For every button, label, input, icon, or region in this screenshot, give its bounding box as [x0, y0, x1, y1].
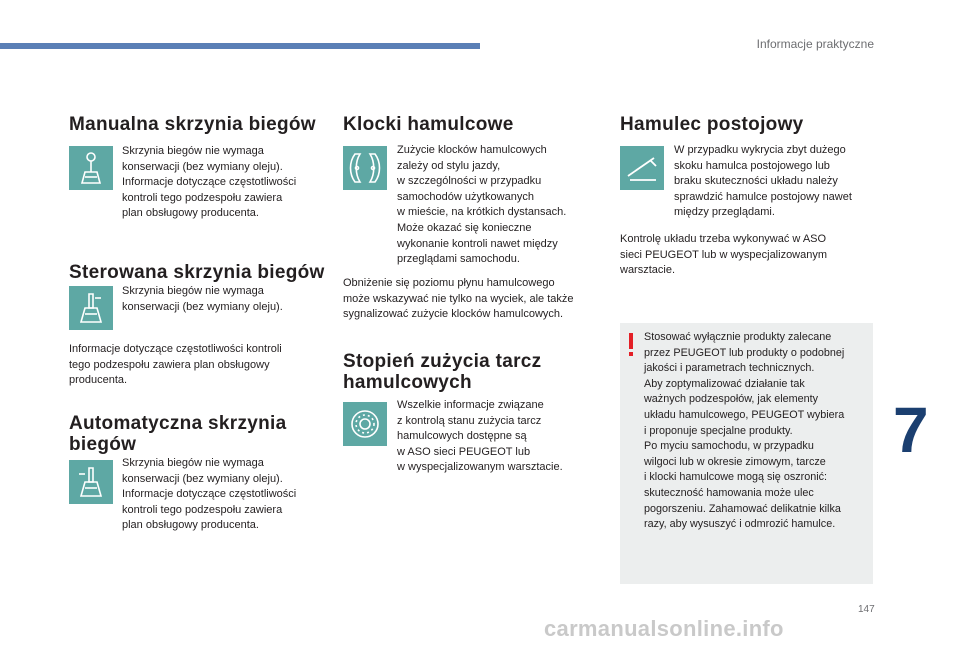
header-bar [0, 43, 480, 49]
robotized-gearbox-text: Skrzynia biegów nie wymaga konserwacji (bez wymiany oleju). [122, 285, 283, 313]
robotized-gearbox-extra: Informacje dotyczące częstotliwości kontroli tego podzespołu zawiera plan obsługowy producenta. [69, 343, 282, 387]
page-number: 147 [858, 604, 875, 615]
heading-brake-pads: Klocki hamulcowe [343, 114, 514, 135]
manual-gearbox-text: Skrzynia biegów nie wymaga konserwacji (bez wymiany oleju). Informacje dotyczące częstotliwości kontroli tego podzespołu zawiera plan obsługowy producenta. [122, 145, 297, 220]
heading-parking-brake: Hamulec postojowy [620, 114, 804, 135]
heading-brake-discs: Stopień zużycia tarcz hamulcowych [343, 351, 542, 393]
warning-note [620, 323, 873, 584]
section-title: Informacje praktyczne [756, 37, 874, 51]
parking-brake-icon [620, 146, 664, 190]
heading-automatic-gearbox: Automatyczna skrzynia biegów [69, 413, 287, 455]
parking-brake-text: W przypadku wykrycia zbyt dużego skoku hamulca postojowego lub braku skuteczności układu należy sprawdzić hamulce postojowy nawet między przeglądami. [674, 144, 852, 219]
automatic-gear-icon [69, 460, 113, 504]
robotized-gear-icon [69, 286, 113, 330]
manual-gear-icon [69, 146, 113, 190]
brake-discs-text: Wszelkie informacje związane z kontrolą stanu zużycia tarcz hamulcowych dostępne są w ASO sieci PEUGEOT lub w wyspecjalizowanym warsztacie. [397, 399, 563, 474]
warning-note-text: Stosować wyłącznie produkty zalecane przez PEUGEOT lub produkty o podobnej jakości i parametrach technicznych. Aby zoptymalizować działanie tak ważnych podzespołów, jak elementy układu hamulcowego, PEUGEOT wybiera i proponuje specjalne produkty. Po myciu samochodu, w przypadku wilgoci lub w okresie zimowym, tarcze i klocki hamulcowe mogą się oszronić: skuteczność hamowania może ulec pogorszeniu. Zahamować delikatnie kilka razy, aby wysuszyć i odmrozić hamulce. [644, 331, 845, 531]
automatic-gearbox-text: Skrzynia biegów nie wymaga konserwacji (bez wymiany oleju). Informacje dotyczące częstotliwości kontroli tego podzespołu zawiera plan obsługowy producenta. [122, 457, 297, 532]
heading-robotized-gearbox: Sterowana skrzynia biegów [69, 262, 325, 283]
warning-icon-dot [629, 352, 633, 356]
heading-manual-gearbox: Manualna skrzynia biegów [69, 114, 316, 135]
brake-disc-icon [343, 402, 387, 446]
watermark: carmanualsonline.info [544, 616, 784, 641]
parking-brake-extra: Kontrolę układu trzeba wykonywać w ASO sieci PEUGEOT lub w wyspecjalizowanym warsztacie. [620, 233, 828, 277]
chapter-number: 7 [893, 394, 929, 466]
brake-pads-icon [343, 146, 387, 190]
brake-pads-text: Zużycie klocków hamulcowych zależy od stylu jazdy, w szczególności w przypadku samochodów użytkowanych w mieście, na krótkich dystansach. Może okazać się konieczne wykonanie kontroli nawet między przeglądami samochodu. [397, 144, 567, 266]
warning-icon [629, 333, 633, 349]
brake-pads-extra: Obniżenie się poziomu płynu hamulcowego może wskazywać nie tylko na wyciek, ale także sygnalizować zużycie klocków hamulcowych. [343, 277, 574, 321]
